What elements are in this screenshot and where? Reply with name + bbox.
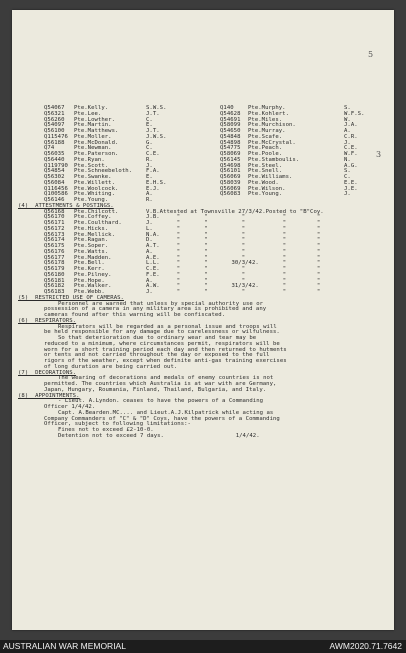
section-8-line: Fines not to exceed £2-10-0. [58,427,154,433]
service-number: Q56035 [44,151,65,157]
section-8-line: Officer, subject to following limitations:- [44,421,191,428]
section-6-line: rigors of the weather, except when definite anti-gas training exercises [44,358,287,364]
soldier-initials: E.E. [344,179,358,186]
attestment-detail: V.B.Attested at Townsville 27/3/42.Posted to "B"Coy. [146,208,324,215]
attestment-row [18,290,388,296]
service-number: Q54848 [220,133,241,140]
soldier-name: Pte.Swanke. [74,174,112,180]
soldier-name: Pte.Pilney. [74,271,112,278]
soldier-name: Pte.Ryan. [74,156,105,163]
service-number: Q54854 [44,168,65,175]
soldier-name: Pte.Martin. [74,122,112,129]
soldier-initials: E. [146,174,153,180]
service-number: Q56260 [44,116,65,123]
section-6-line: or tents and not carried throughout the day or exposed to the full [44,352,270,359]
section-8-line: - Lieut. A.Lyndon. ceases to have the powers of a Commanding [58,398,264,405]
service-number: Q58099 [220,122,241,129]
soldier-name: Pte.Whiting. [74,191,116,198]
soldier-name: Pte.Peach. [248,145,283,152]
service-number: Q56145 [220,156,241,163]
attestment-detail: A. " " " " " [146,248,321,255]
roster-row [18,198,388,204]
service-number: Q56174 [44,237,65,244]
soldier-initials: W.F.S. [344,110,365,117]
service-number: Q56101 [220,168,241,175]
service-number: Q58069 [220,151,241,157]
soldier-initials: J.W.S. [146,133,167,140]
soldier-name: Pte.Chilcott. [74,208,119,215]
soldier-initials: J.T. [146,128,160,134]
soldier-initials: A.G. [344,162,358,169]
soldier-name: Pte.Murchison. [248,122,296,129]
soldier-name: Pte.Ragan. [74,237,109,244]
soldier-name: Pte.Newman. [74,145,112,152]
section-8-line: Officer 1/4/42. [44,404,96,410]
soldier-name: Pte.Walker. [74,283,112,290]
attestment-detail: L.L. " " 30/3/42. " " [146,260,321,267]
section-6-heading: (6) RESPIRATORS. [18,317,77,324]
soldier-initials: N. [344,156,351,163]
soldier-name: Pte.Williams. [248,174,293,180]
service-number: Q56188 [44,139,65,146]
soldier-name: Pte.Young. [248,191,283,198]
soldier-name: Pte.Miles. [248,116,283,123]
service-number: Q54097 [44,122,65,129]
service-number: Q56176 [44,248,65,255]
attestment-detail: A. " " " " " [146,277,321,284]
soldier-initials: C. [146,145,153,152]
service-number: Q56069 [220,174,241,180]
soldier-name: Pte.Murphy. [248,105,286,111]
soldier-initials: J.T. [146,110,160,117]
service-number: Q140 [220,105,234,111]
soldier-name: Pte.Madden. [74,254,112,261]
soldier-name: Pte.Scafe. [248,133,283,140]
attestment-detail: N.A. " " " " " [146,231,321,238]
section-6-line: So that deterioration due to ordinary wear and tear may be [58,335,257,341]
soldier-initials: R. [146,156,153,163]
service-number: Q56321 [44,110,65,117]
document-page [12,10,394,630]
soldier-name: Pte.Poole. [248,151,283,157]
soldier-name: Pte.Woolcock. [74,185,119,192]
soldier-name: Pte.Soper. [74,243,109,249]
attestment-detail: L. " " " " " [146,225,321,232]
soldier-initials: C. [344,174,351,180]
section-4-heading: (4) ATTESTMENTS & POSTINGS. [18,202,114,209]
attestment-detail: J. " " " " " [146,220,321,226]
soldier-initials: S. [344,168,351,175]
soldier-name: Pte.Wood. [248,179,279,186]
soldier-name: Pte.Steel. [248,162,283,169]
service-number: Q56100 [44,128,65,134]
soldier-name: Pte.Lee. [74,110,102,117]
roster-section-3 [18,106,388,204]
service-number: Q56181 [44,277,65,284]
service-number: Q56180 [44,271,65,278]
soldier-initials: W.F. [344,151,358,157]
service-number: Q56172 [44,225,65,232]
section-5-line: cameras found after this warning will be confiscated. [44,312,226,318]
service-number: Q56179 [44,266,65,272]
soldier-initials: E.J. [146,185,160,192]
soldier-initials: R. [146,197,153,203]
soldier-name: Pte.Scott. [74,162,109,169]
soldier-name: Pte.Moller. [74,133,112,140]
service-number: Q56182 [44,283,65,290]
service-number: Q56175 [44,243,65,249]
service-number: Q56173 [44,231,65,238]
service-number: Q54067 [44,105,65,111]
service-number: Q54650 [220,128,241,134]
section-7-line: Japan, Hungary, Roumania, Finland, Thailand, Bulgaria, and Italy. [44,386,267,393]
soldier-name: Pte.Bell. [74,260,105,267]
page-mark-top: 5 [368,50,374,59]
service-number: Q56178 [44,260,65,267]
soldier-name: Pte.Wilson. [248,185,286,192]
roster-section-4 [18,210,388,296]
attestment-detail: C.E. " " " " " [146,266,321,272]
section-6-line: reduced to a minimum, where circumstances permit, respirators will be [44,340,280,347]
soldier-initials: E.H.S. [146,179,167,186]
service-number: Q115476 [44,133,68,140]
section-5-line: possession of a camera in any military area is prohibited and any [44,306,267,313]
soldier-name: Pte.Kerr. [74,266,105,272]
section-7-line: permitted. The countries which Australia is at war with are Germany, [44,381,277,387]
soldier-initials: S. [344,105,351,111]
soldier-initials: J.E. [344,185,358,192]
soldier-initials: A. [344,128,351,134]
soldier-name: Pte.Mellick. [74,231,116,238]
section-5-line: Personnel are warned that unless by special authority use or [58,300,264,307]
soldier-name: Pte.Young. [74,197,109,203]
soldier-name: Pte.McCrystal. [248,139,296,146]
attestment-detail: A.T. " " " " " [146,243,321,249]
service-number: Q56302 [44,174,65,180]
attestment-detail: F.E. " " " " " [146,271,321,278]
attestment-detail: A.E. " " " " " [146,254,321,261]
section-6-line: of long duration are being carried out. [44,363,178,370]
soldier-name: Pte.Murray. [248,128,286,134]
soldier-name: Pte.McDonald. [74,139,119,146]
soldier-name: Pte.Matthews. [74,128,119,134]
soldier-initials: W. [344,116,351,123]
attestment-detail: J. " " " " " [146,289,321,295]
soldier-name: Pte.Willett. [74,179,116,186]
attestment-detail: J.B. " " " " " [146,214,321,221]
service-number: Q58039 [220,179,241,186]
soldier-name: Pte.Hope. [74,277,105,284]
soldier-name: Pte.Kelly. [74,105,109,111]
service-number: Q56168 [44,208,65,215]
service-number: Q56084 [44,179,65,186]
service-number: Q54898 [220,139,241,146]
soldier-name: Pte.Lowther. [74,116,116,123]
service-number: Q54775 [220,145,241,152]
soldier-name: Pte.Schneebeloth. [74,168,133,175]
attestment-detail: A.W. " " 31/3/42. " " [146,283,321,290]
soldier-initials: G. [146,139,153,146]
soldier-initials: S.W.S. [146,105,167,111]
service-number: Q56177 [44,254,65,261]
soldier-initials: F.A. [146,168,160,175]
soldier-name: Pte.Kohlert. [248,110,290,117]
attestment-detail: D. " " " " " [146,237,321,244]
soldier-initials: C.E. [344,145,358,152]
section-6-line: worn for a short training period each day and then returned to hutments [44,346,287,353]
service-number: Q56146 [44,197,65,203]
soldier-name: Pte.Coffey. [74,214,112,221]
service-number: Q54698 [220,162,241,169]
soldier-name: Pte.Watts. [74,248,109,255]
soldier-initials: C.E. [146,151,160,157]
service-number: Q56171 [44,220,65,226]
service-number: Q56083 [220,191,241,198]
soldier-name: Pte.Hicks. [74,225,109,232]
service-number: Q54691 [220,116,241,123]
soldier-initials: E. [146,122,153,129]
service-number: Q56183 [44,289,65,295]
document-body [18,106,388,440]
service-number: Q56069 [220,185,241,192]
soldier-initials: J. [344,191,351,198]
soldier-name: Pte.Snell. [248,168,283,175]
soldier-name: Pte.Paterson. [74,151,119,157]
service-number: Q100586 [44,191,68,198]
service-number: Q116456 [44,185,68,192]
service-number: Q74 [44,145,55,152]
section-8-line: Company Commanders of "C" & "D" Coys, have the powers of a Commanding [44,415,280,422]
soldier-initials: J. [344,139,351,146]
section-7-heading: (7) DECORATIONS. [18,369,77,376]
soldier-initials: C.R. [344,133,358,140]
service-number: Q56170 [44,214,65,221]
section-5-heading: (5) RESTRICTED USE OF CAMERAS. [18,294,124,301]
section-8-line: Capt. A.Bearden.MC.... and Lieut.A.J.Kilpatrick while acting as [58,409,274,416]
archive-name: AUSTRALIAN WAR MEMORIAL [3,641,126,651]
section-7-line: The wearing of decorations and medals of enemy countries is not [58,375,274,382]
soldier-initials: C. [146,116,153,123]
service-number: Q54628 [220,110,241,117]
service-number: Q56440 [44,156,65,163]
soldier-name: Pte.Coulthard. [74,220,122,226]
catalogue-number: AWM2020.71.7642 [329,641,402,651]
section-6-line: be held responsible for any damage due to carelessness or wilfulness. [44,329,280,336]
section-8-line: Detention not to exceed 7 days. 1/4/42. [58,432,260,439]
section-8-heading: (8) APPOINTMENTS. [18,392,80,399]
soldier-initials: A. [146,191,153,198]
soldier-name: Pte.Stamboulis. [248,156,300,163]
archive-footer [0,640,406,653]
page-mark-mid: 3 [376,150,382,159]
soldier-initials: J. [146,162,153,169]
section-6-line: Respirators will be regarded as a personal issue and troops will [58,323,277,330]
soldier-initials: J.A. [344,122,358,129]
soldier-name: Pte.Webb. [74,289,105,295]
service-number: Q119790 [44,162,68,169]
